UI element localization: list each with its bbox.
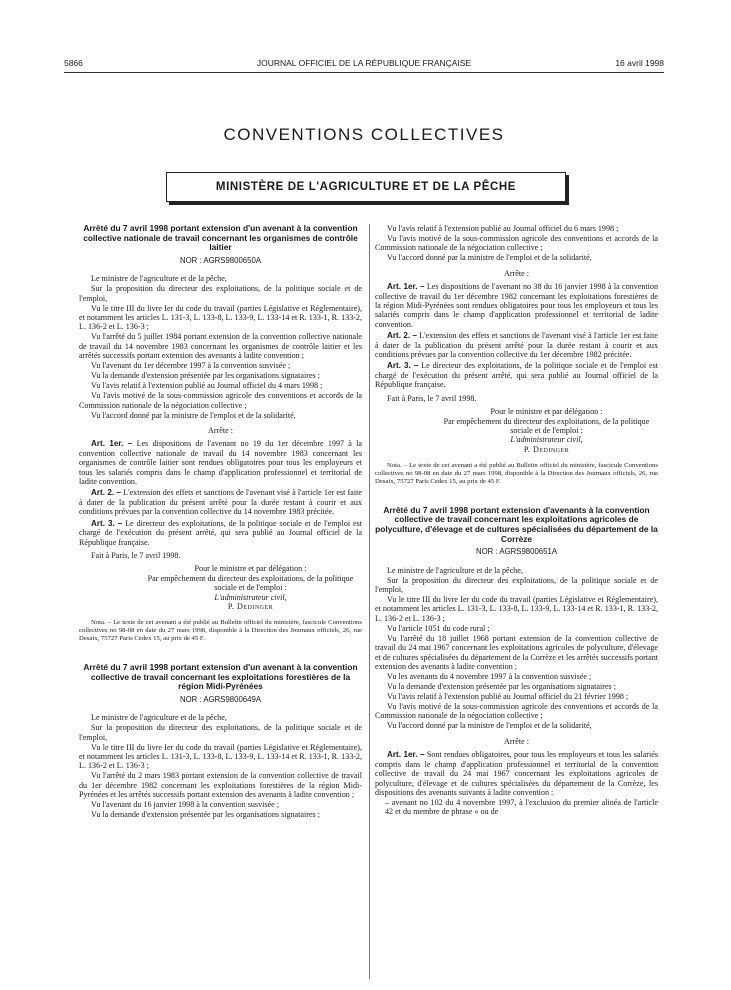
signature-line: Par empêchement du directeur des exploitations, de la politique sociale et de l'emploi : — [443, 416, 650, 435]
article-number: Art. 1er. – — [387, 750, 425, 760]
paragraph: Vu le titre III du livre Ier du code du travail (parties Législative et Réglementaire), et notamment les articles L. 131-3, L. 133-8, L. 133-9, L. 133-14 et R. 133-1, R. 133-2, L. 136-2 et L. 136-3 ; — [375, 595, 659, 623]
article-text: Sont rendues obligatoires, pour tous les employeurs et tous les salariés compris dans le champ d'application professionnel et territorial de la convention collective de travail du 24 mai 1967 concernant les exploitations agricoles de polyculture, d'élevage et de cultures spécialisées du département de la Corrèze, les dispositions des avenants suivants à ladite convention : — [375, 750, 658, 797]
article-number: Art. 2. – — [91, 488, 121, 498]
signatory-role: L'administrateur civil, — [214, 592, 287, 602]
right-column — [375, 224, 658, 817]
nor-reference: NOR : AGRS9800651A — [475, 547, 558, 557]
paragraph: Vu l'avis relatif à l'extension publié au Journal officiel du 21 février 1998 ; — [387, 692, 629, 702]
ministry-box: MINISTÈRE DE L'AGRICULTURE ET DE LA PÊCHE — [166, 172, 566, 202]
running-header — [64, 58, 664, 72]
paragraph: Sur la proposition du directeur des exploitations, de la politique sociale et de l'emploi, — [79, 723, 362, 742]
article-text: Les dispositions de l'avenant no 19 du 1er décembre 1997 à la convention collective nationale de travail du 14 novembre 1983 concernant les organismes de contrôle laitier sont rendues obligatoires pour tous les employeurs et tous les salariés compris dans le champ d'application professionnel et territorial de ladite convention. — [79, 439, 362, 487]
decree-title: Arrêté du 7 avril 1998 portant extension d'un avenant à la convention collective nationale de travail concernant les organismes de contrôle laitier — [83, 223, 358, 253]
arrete-heading: Arrête : — [504, 268, 529, 278]
paragraph: Vu l'accord donné par la ministre de l'emploi et de la solidarité, — [91, 410, 296, 420]
article-2 — [375, 331, 658, 359]
fait-a-paris: Fait à Paris, le 7 avril 1998. — [387, 393, 477, 403]
fait-a-paris: Fait à Paris, le 7 avril 1998. — [91, 550, 181, 560]
article-text: L'extension des effets et sanctions de l'avenant visé à l'article 1er est faite à dater de la publication du présent arrêté pour la durée restant à courir et aux conditions prévues par la convention collective du 1er décembre 1982 précitée. — [375, 331, 658, 360]
paragraph: Sur la proposition du directeur des exploitations, de la politique sociale et de l'emploi, — [79, 284, 362, 303]
paragraph: Sur la proposition du directeur des exploitations, de la politique sociale et de l'emploi, — [375, 575, 658, 595]
paragraph: Vu l'avis relatif à l'extension publié au Journal officiel du 6 mars 1998 ; — [387, 224, 619, 233]
signature-block — [139, 564, 362, 611]
signatory-name: P. Dedinger — [227, 601, 274, 611]
left-column — [79, 224, 362, 820]
paragraph: Vu l'avis motivé de la sous-commission agricole des conventions et accords de la Commission nationale de la négociation collective ; — [375, 234, 658, 253]
journal-title: JOURNAL OFFICIEL DE LA RÉPUBLIQUE FRANÇAISE — [256, 58, 472, 68]
nota-note: Nota. – Le texte de cet avenant a été publié au Bulletin officiel du ministère, fascicule Conventions collectives no 98-08 en date du 27 mars 1998, disponible à la Direction des Journaux officiels, 26, rue Desaix, 75727 Paris Cedex 15, au prix de 45 F. — [375, 462, 658, 485]
signatory-role: L'administrateur civil, — [510, 435, 583, 445]
paragraph: Vu le titre III du livre Ier du code du travail (parties Législative et Réglementaire), et notamment les articles L. 131-3, L. 133-8, L. 133-9, L. 133-14 et R. 133-1, R. 133-2, L. 136-2 et L. 136-3 ; — [79, 742, 363, 771]
article-number: Art. 1er. – — [387, 282, 425, 292]
signature-line: Par empêchement du directeur des exploitations, de la politique sociale et de l'emploi : — [147, 573, 354, 593]
page-number: 5866 — [64, 58, 83, 68]
paragraph: Vu l'avis motivé de la sous-commission agricole des conventions et accords de la Commission nationale de la négociation collective ; — [79, 391, 362, 410]
dash-item: – avenant no 102 du 4 novembre 1997, à l'exclusion du premier alinéa de l'article 42 et du membre de phrase « ou de — [385, 797, 658, 817]
article-2 — [79, 488, 362, 516]
issue-date: 16 avril 1998 — [615, 58, 664, 68]
article-3 — [375, 361, 658, 389]
signatory-name: P. Dedinger — [523, 444, 570, 454]
paragraph: Vu l'avis motivé de la sous-commission agricole des conventions et accords de la Commission nationale de la négociation collective ; — [375, 702, 658, 721]
header-rule — [64, 72, 664, 73]
article-number: Art. 1er. – — [91, 439, 133, 449]
paragraph: Le ministre de l'agriculture et de la pêche, — [91, 713, 227, 723]
article-number: Art. 3. – — [91, 518, 123, 528]
arrete-heading: Arrête : — [504, 736, 529, 746]
paragraph: Vu la demande d'extension présentée par les organisations signataires ; — [91, 810, 320, 820]
nor-reference: NOR : AGRS9800650A — [179, 255, 262, 265]
paragraph: Vu l'avenant du 1er décembre 1997 à la convention susvisée ; — [91, 361, 291, 371]
decree-title: Arrêté du 7 avril 1998 portant extension d'un avenant à la convention collective de travail concernant les exploitations forestières de la région Midi-Pyrénées — [83, 662, 358, 692]
paragraph: Vu l'arrêté du 2 mars 1983 portant extension de la convention collective de travail du 1er décembre 1982 concernant les exploitations forestières de la région Midi-Pyrénées et les arrêtés successifs portant extension des avenants à ladite convention ; — [79, 771, 362, 800]
paragraph: Vu le titre III du livre Ier du code du travail (parties Législative et Réglementaire), et notamment les articles L. 131-3, L. 133-8, L. 133-9, L. 133-14 et R. 133-1, R. 133-2, L. 136-2 et L. 136-3 ; — [79, 303, 363, 332]
article-number: Art. 3. – — [387, 361, 419, 371]
paragraph: Vu l'accord donné par la ministre de l'emploi et de la solidarité, — [387, 721, 592, 731]
article-text: Le directeur des exploitations, de la politique sociale et de l'emploi est chargé de l'exécution du présent arrêté, qui sera publié au Journal officiel de la République française. — [375, 361, 658, 390]
decree-title: Arrêté du 7 avril 1998 portant extension d'avenants à la convention collective de travail concernant les exploitations agricoles de polyculture, d'élevage et de cultures spécialisées du département de la Corrèze — [375, 504, 658, 544]
nota-note: Nota. – Le texte de cet avenant a été publié au Bulletin officiel du ministère, fascicule Conventions collectives no 98-08 en date du 27 mars 1998, disponible à la Direction des Journaux officiels, 26, rue Desaix, 75727 Paris Cedex 15, au prix de 45 F. — [79, 619, 362, 643]
paragraph: Vu la demande d'extension présentée par les organisations signataires ; — [91, 371, 320, 381]
article-1 — [375, 282, 658, 329]
signature-line: Pour le ministre et par délégation : — [490, 407, 603, 417]
article-number: Art. 2. – — [387, 331, 417, 341]
paragraph: Vu l'arrêté du 18 juillet 1968 portant extension de la convention collective de travail du 24 mai 1967 concernant les exploitations agricoles de polyculture, d'élevage et de cultures spécialisées du département de la Corrèze et les arrêtés successifs portant extension des avenants à ladite convention ; — [375, 633, 658, 672]
paragraph: Vu l'article 1051 du code rural ; — [387, 623, 490, 633]
article-text: Le directeur des exploitations, de la politique sociale et de l'emploi est chargé de l'exécution du présent arrêté, qui sera publié au Journal officiel de la République française. — [79, 518, 362, 547]
signature-block — [435, 407, 658, 454]
nor-reference: NOR : AGRS9800649A — [179, 694, 262, 704]
article-3 — [79, 519, 362, 547]
paragraph: Vu l'avis relatif à l'extension publié au Journal officiel du 4 mars 1998 ; — [91, 381, 323, 391]
paragraph: Vu les avenants du 4 novembre 1997 à la convention susvisée ; — [387, 672, 592, 682]
column-separator — [369, 224, 370, 979]
paragraph: Vu la demande d'extension présentée par les organisations signataires ; — [387, 682, 616, 692]
paragraph: Vu l'arrêté du 5 juillet 1984 portant extension de la convention collective nationale de travail du 14 novembre 1983 concernant les organismes de contrôle laitier et les arrêtés successifs portant extension des avenants à ladite convention ; — [79, 332, 362, 361]
arrete-heading: Arrête : — [208, 426, 233, 436]
signature-line: Pour le ministre et par délégation : — [194, 564, 307, 574]
paragraph: Le ministre de l'agriculture et de la pêche, — [387, 565, 523, 575]
article-1 — [375, 750, 658, 797]
article-1 — [79, 439, 362, 486]
paragraph: Vu l'accord donné par la ministre de l'emploi et de la solidarité, — [387, 253, 592, 263]
section-title: CONVENTIONS COLLECTIVES — [223, 125, 505, 144]
article-text: Les dispositions de l'avenant no 38 du 16 janvier 1998 à la convention collective de travail du 1er décembre 1982 concernant les exploitations forestières de la région Midi-Pyrénées sont rendues obligatoires pour tous les employeurs et tous les salariés compris dans le champ d'application professionnel et territorial de ladite convention. — [375, 282, 658, 329]
paragraph: Vu l'avenant du 16 janvier 1998 à la convention susvisée ; — [91, 800, 279, 810]
paragraph: Le ministre de l'agriculture et de la pêche, — [91, 274, 227, 284]
article-text: L'extension des effets et sanctions de l'avenant visé à l'article 1er est faite à dater de la publication du présent arrêté pour la durée restant à courir et aux conditions prévues par la convention collective du 14 novembre 1983 précitée. — [79, 488, 362, 517]
